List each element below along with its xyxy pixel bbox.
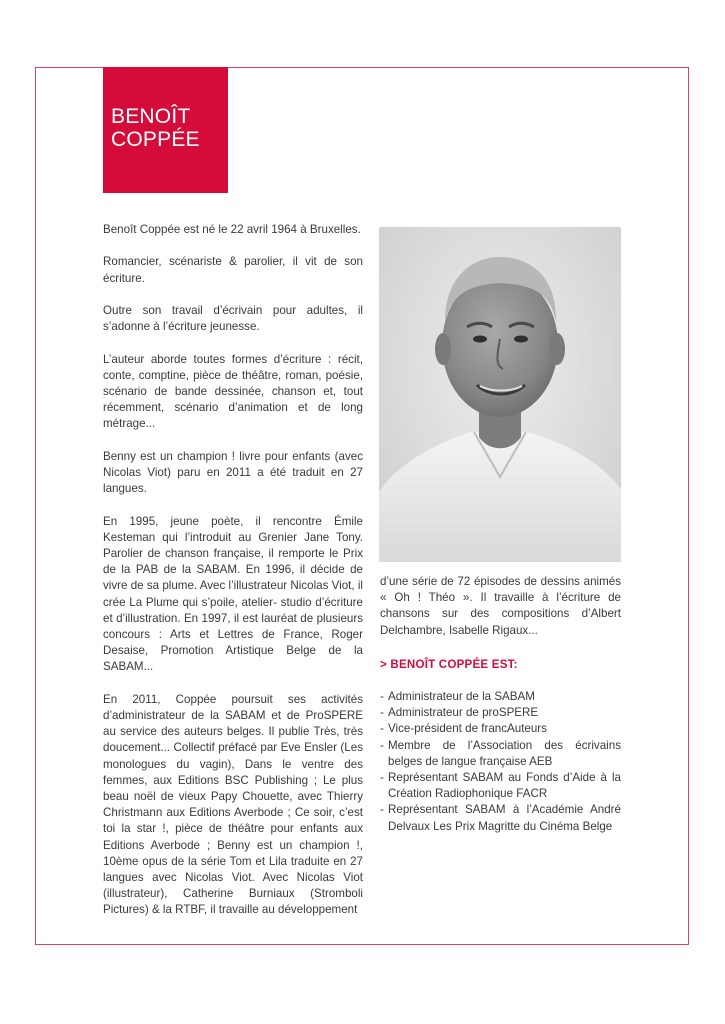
list-item: - Représentant SABAM à l’Académie André Delvaux Les Prix Magritte du Cinéma Belge (380, 802, 621, 834)
list-item: - Administrateur de la SABAM (380, 689, 621, 705)
bio-paragraph: Outre son travail d’écrivain pour adultes, il s’adonne à l’écriture jeunesse. (103, 303, 363, 334)
portrait-photo-icon (379, 227, 621, 562)
bio-paragraph: Benoît Coppée est né le 22 avril 1964 à Bruxelles. (103, 223, 361, 236)
list-item: - Représentant SABAM au Fonds d’Aide à la Création Radiophonique FACR (380, 770, 621, 802)
list-item: - Membre de l’Association des écrivains belges de langue française AEB (380, 738, 621, 770)
bio-paragraph: Romancier, scénariste & parolier, il vit de son écriture. (103, 255, 363, 285)
bio-paragraph: En 1995, jeune poète, il rencontre Émile Kesteman qui l’introduit au Grenier Jane Tony. Parolier de chanson française, il remporte le Prix de la PAB de la SABAM. En 1996, il décide de vivre de sa plume. Avec l’illustrateur Nicolas Viot, il crée La Plume qui s’poile, atelier- studio d’écriture et d’illustration. En 1997, il est lauréat de plusieurs concours : Arts et Lettres de France, Roger Desaise, Promotion Artistique Belge de la SABAM... (103, 514, 363, 674)
author-portrait (379, 227, 621, 562)
bio-paragraph: L’auteur aborde toutes formes d’écriture : récit, conte, comptine, pièce de théâtre, roman, poésie, scénario de bande dessinée, chanson et, tout récemment, scénario d’animation et de long métrage... (103, 352, 363, 431)
biography-column (103, 222, 363, 935)
title-block (103, 67, 228, 193)
list-item: - Administrateur de proSPERE (380, 705, 621, 721)
roles-list (380, 689, 621, 835)
roles-heading: > BENOÎT COPPÉE EST: (380, 657, 518, 671)
details-column (380, 574, 621, 835)
bio-paragraph: En 2011, Coppée poursuit ses activités d’administrateur de la SABAM et de ProSPERE au service des auteurs belges. Il publie Très, très doucement... Collectif préfacé par Eve Ensler (Les monologues du vagin), Dans le ventre des femmes, aux Editions BSC Publishing ; Le plus beau noël de vieux Papy Chouette, avec Thierry Christmann aux Editions Averbode ; Ce soir, c’est toi la star !, pièce de théâtre pour enfants aux Editions Averbode ; Benny est un champion !, 10ème opus de la série Tom et Lila traduite en 27 langues avec Nicolas Viot. Avec Nicolas Viot (illustrateur), Catherine Burniaux (Stromboli Pictures) & la RTBF, il travaille au développement (103, 692, 363, 917)
bio-paragraph: Benny est un champion ! livre pour enfants (avec Nicolas Viot) paru en 2011 a été traduit en 27 langues. (103, 449, 363, 496)
bio-continuation: d’une série de 72 épisodes de dessins animés « Oh ! Théo ». Il travaille à l’écriture de chansons sur des compositions d’Albert Delchambre, Isabelle Rigaux... (380, 575, 621, 637)
title-last-name: COPPÉE (111, 128, 200, 151)
title-first-name: BENOÎT (111, 105, 191, 128)
list-item: - Vice-président de francAuteurs (380, 721, 621, 737)
